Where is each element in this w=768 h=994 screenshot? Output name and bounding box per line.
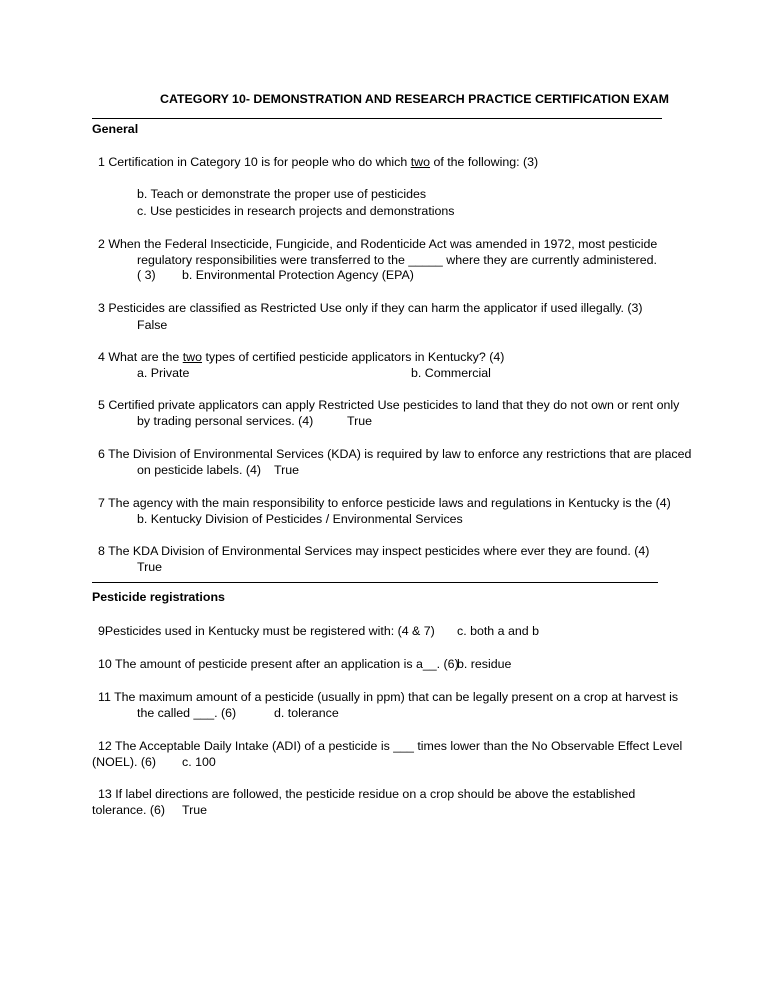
q10-answer: b. residue — [457, 657, 512, 671]
question-2-line1: 2 When the Federal Insecticide, Fungicide, and Rodenticide Act was amended in 1972, most pesticide — [98, 237, 658, 251]
question-11-line2: the called ___. (6) — [137, 706, 237, 720]
q4-text-pre: 4 What are the — [98, 350, 183, 364]
question-5-line1: 5 Certified private applicators can apply Restricted Use pesticides to land that they do not own or rent only — [98, 398, 680, 412]
q4-underlined: two — [182, 350, 203, 364]
question-13-line2: tolerance. (6) — [92, 803, 166, 817]
q1-answer-b: b. Teach or demonstrate the proper use of pesticides — [137, 187, 427, 201]
q7-answer: b. Kentucky Division of Pesticides / Environmental Services — [137, 512, 463, 526]
q4-text-post: types of certified pesticide applicators in Kentucky? (4) — [202, 350, 505, 364]
question-1 — [98, 155, 538, 170]
q3-answer: False — [137, 318, 168, 332]
q13-answer: True — [182, 803, 208, 817]
question-5-line2: by trading personal services. (4) — [137, 414, 314, 428]
exam-title: CATEGORY 10- DEMONSTRATION AND RESEARCH PRACTICE CERTIFICATION EXAM — [160, 92, 669, 106]
question-6-line2: on pesticide labels. (4) — [137, 463, 261, 477]
q1-text-post: of the following: (3) — [430, 155, 539, 169]
q11-answer: d. tolerance — [274, 706, 339, 720]
q4-answer-b: b. Commercial — [411, 366, 491, 380]
question-7: 7 The agency with the main responsibility to enforce pesticide laws and regulations in Kentucky is the (4) — [98, 496, 671, 510]
question-4 — [98, 350, 504, 365]
question-3: 3 Pesticides are classified as Restricted Use only if they can harm the applicator if used illegally. (3) — [98, 301, 643, 315]
question-10: 10 The amount of pesticide present after an application is a__. (6) — [98, 657, 459, 671]
section-general-heading: General — [92, 122, 139, 136]
section-registrations-heading: Pesticide registrations — [92, 590, 225, 604]
q8-answer: True — [137, 560, 163, 574]
question-13-line1: 13 If label directions are followed, the pesticide residue on a crop should be above the established — [98, 787, 636, 801]
question-12-line2: (NOEL). (6) — [92, 755, 157, 769]
question-9: 9Pesticides used in Kentucky must be registered with: (4 & 7) — [98, 624, 435, 638]
q9-answer: c. both a and b — [457, 624, 539, 638]
q6-answer: True — [274, 463, 300, 477]
q1-text-pre: 1 Certification in Category 10 is for people who do which — [98, 155, 411, 169]
q5-answer: True — [347, 414, 373, 428]
question-6-line1: 6 The Division of Environmental Services (KDA) is required by law to enforce any restrictions that are placed — [98, 447, 692, 461]
title-rule — [92, 118, 662, 119]
q4-answer-a: a. Private — [137, 366, 190, 380]
q1-answer-c: c. Use pesticides in research projects and demonstrations — [137, 204, 455, 218]
question-2-line2: regulatory responsibilities were transferred to the _____ where they are currently administered. — [137, 253, 657, 267]
q1-underlined: two — [410, 155, 430, 169]
question-11-line1: 11 The maximum amount of a pesticide (usually in ppm) that can be legally present on a crop at harvest is — [98, 690, 679, 704]
question-2-points: ( 3) — [137, 268, 156, 282]
question-12-line1: 12 The Acceptable Daily Intake (ADI) of a pesticide is ___ times lower than the No Observable Effect Level — [98, 739, 683, 753]
q2-answer: b. Environmental Protection Agency (EPA) — [182, 268, 414, 282]
section-rule — [92, 582, 658, 583]
question-8: 8 The KDA Division of Environmental Services may inspect pesticides where ever they are found. (4) — [98, 544, 650, 558]
q12-answer: c. 100 — [182, 755, 216, 769]
